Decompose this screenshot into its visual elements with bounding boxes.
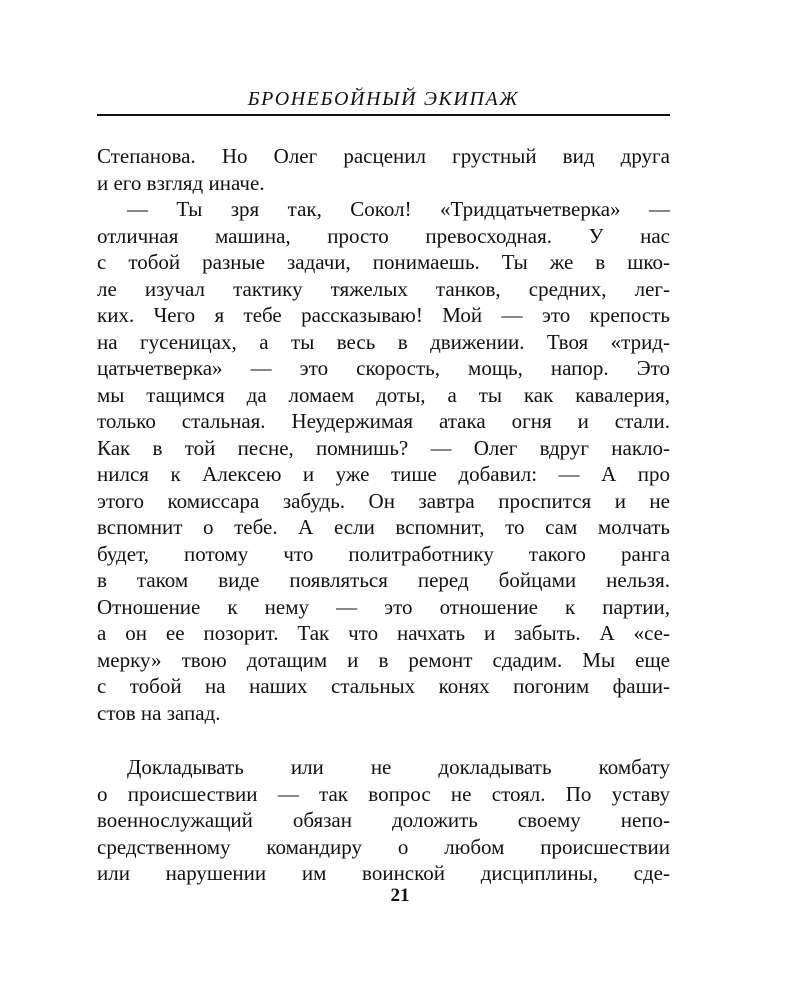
book-title: БРОНЕБОЙНЫЙ ЭКИПАЖ — [247, 88, 520, 110]
paragraph-1 — [97, 143, 670, 196]
text-line: а он ее позорит. Так что начхать и забыть. А «се- — [97, 621, 670, 645]
paragraph-gap — [97, 726, 670, 754]
text-line: — Ты зря так, Сокол! «Тридцатьчетверка» — — [127, 197, 670, 221]
text-line: отличная машина, просто превосходная. У нас — [97, 223, 670, 248]
text-line: на гусеницах, а ты весь в движении. Твоя «трид- — [97, 329, 670, 354]
text-line: в таком виде появляться перед бойцами нельзя. — [97, 568, 670, 592]
text-line: и его взгляд иначе. — [97, 170, 265, 195]
text-line: ких. Чего я тебе рассказываю! Мой — это крепость — [97, 303, 670, 327]
page-body — [97, 143, 670, 887]
text-line: мерку» твою дотащим и в ремонт сдадим. Мы еще — [97, 647, 670, 672]
text-line: военнослужащий обязан доложить своему непо- — [97, 808, 670, 832]
text-line: о происшествии — так вопрос не стоял. По уставу — [97, 781, 670, 806]
text-line: средственному командиру о любом происшествии — [97, 834, 670, 859]
text-line: цатьчетверка» — это скорость, мощь, напор. Это — [97, 356, 670, 380]
text-line: нился к Алексею и уже тише добавил: — А про — [97, 462, 670, 486]
text-line: ле изучал тактику тяжелых танков, средних, лег- — [97, 276, 670, 301]
paragraph-2 — [97, 196, 670, 726]
text-line: этого комиссара забудь. Он завтра проспится и не — [97, 488, 670, 513]
text-line: или нарушении им воинской дисциплины, сде- — [97, 861, 670, 885]
text-line: с тобой на наших стальных конях погоним фаши- — [97, 674, 670, 698]
text-line: Степанова. Но Олег расценил грустный вид друга — [97, 144, 670, 168]
text-line: Отношение к нему — это отношение к партии, — [97, 594, 670, 619]
text-line: вспомнит о тебе. А если вспомнит, то сам молчать — [97, 515, 670, 539]
text-line: стов на запад. — [97, 700, 221, 725]
paragraph-3 — [97, 754, 670, 887]
text-line: будет, потому что политработнику такого ранга — [97, 541, 670, 566]
text-line: Докладывать или не докладывать комбату — [127, 755, 670, 779]
text-line: с тобой разные задачи, понимаешь. Ты же в шко- — [97, 250, 670, 274]
text-line: Как в той песне, помнишь? — Олег вдруг накло- — [97, 435, 670, 460]
text-line: мы тащимся да ломаем доты, а ты как кавалерия, — [97, 382, 670, 407]
text-line: только стальная. Неудержимая атака огня и стали. — [97, 409, 670, 433]
page-number: 21 — [390, 885, 410, 906]
running-header — [97, 86, 670, 116]
